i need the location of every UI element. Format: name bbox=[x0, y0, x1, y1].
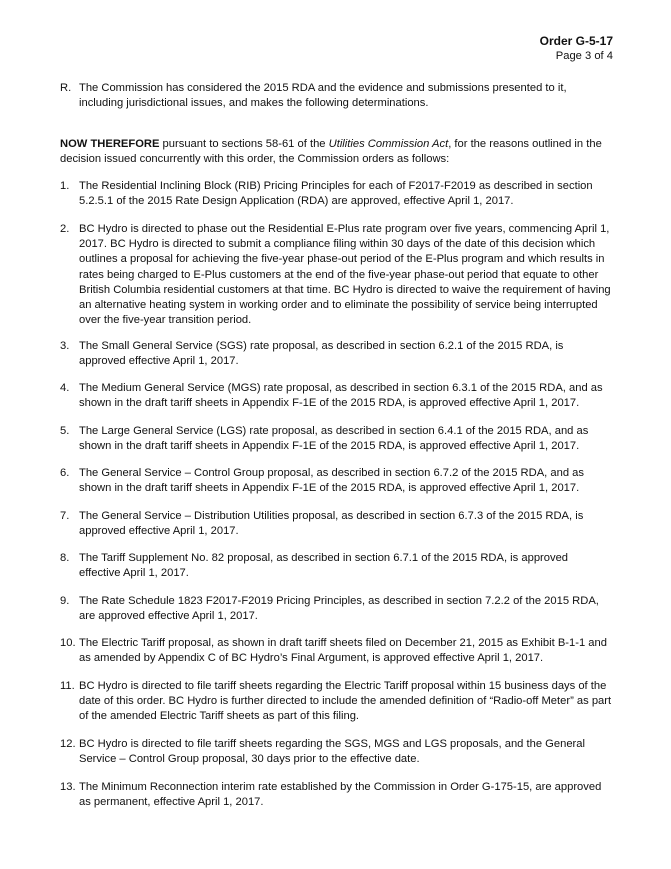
order-item-1 bbox=[60, 179, 612, 209]
order-number-label: 6. bbox=[60, 467, 70, 479]
now-therefore-post: , for the reasons outlined in the decision issued concurrently with this order, the Commission orders as follows: bbox=[60, 138, 602, 166]
recital-text: The Commission has considered the 2015 RDA and the evidence and submissions presented to it, including jurisdictional issues, and makes the following determinations. bbox=[79, 82, 567, 110]
order-number-label: 4. bbox=[60, 382, 70, 394]
order-item-12 bbox=[60, 737, 612, 767]
order-text: The Electric Tariff proposal, as shown in draft tariff sheets filed on December 21, 2015 as Exhibit B-1-1 and as amended by Appendix C of BC Hydro’s Final Argument, is approved effective April 1, 2017. bbox=[79, 637, 607, 665]
order-item-13 bbox=[60, 780, 612, 810]
order-number-label: 5. bbox=[60, 425, 70, 437]
page-number: Page 3 of 4 bbox=[555, 50, 613, 62]
recital-marker: R. bbox=[60, 82, 72, 94]
order-number-label: 3. bbox=[60, 340, 70, 352]
order-number-label: 1. bbox=[60, 180, 70, 192]
order-item-8 bbox=[60, 551, 612, 581]
order-item-3 bbox=[60, 339, 612, 369]
now-therefore-pre: pursuant to sections 58-61 of the bbox=[159, 138, 329, 150]
order-text: The General Service – Control Group proposal, as described in section 6.7.2 of the 2015 RDA, and as shown in the draft tariff sheets in Appendix F-1E of the 2015 RDA, is approved effective April 1, 2017. bbox=[79, 467, 584, 495]
order-text: The Medium General Service (MGS) rate proposal, as described in section 6.3.1 of the 2015 RDA, and as shown in the draft tariff sheets in Appendix F-1E of the 2015 RDA, is approved effective April 1, 2017. bbox=[79, 382, 603, 410]
order-item-9 bbox=[60, 594, 612, 624]
order-item-6 bbox=[60, 466, 612, 496]
order-number-label: 2. bbox=[60, 223, 70, 235]
order-item-4 bbox=[60, 381, 612, 411]
order-text: BC Hydro is directed to phase out the Residential E-Plus rate program over five years, commencing April 1, 2017. BC Hydro is directed to submit a compliance filing within 30 days of the date of this decision which outlines a proposal for achieving the five-year phase-out period of the E-Plus program and which results in rates being charged to E-Plus customers at the end of the five-year phase-out period that equate to other British Columbia residential customers at that time. BC Hydro is directed to waive the requirement of having an alternative heating system in working order and to eliminate the possibility of service being interrupted over the five-year transition period. bbox=[79, 223, 611, 327]
order-number-label: 11. bbox=[60, 680, 75, 692]
order-text: The Rate Schedule 1823 F2017-F2019 Pricing Principles, as described in section 7.2.2 of the 2015 RDA, are approved effective April 1, 2017. bbox=[79, 595, 599, 623]
order-number-label: 10. bbox=[60, 637, 76, 649]
order-text: The Small General Service (SGS) rate proposal, as described in section 6.2.1 of the 2015 RDA, is approved effective April 1, 2017. bbox=[79, 340, 564, 368]
order-text: The Residential Inclining Block (RIB) Pricing Principles for each of F2017-F2019 as described in section 5.2.5.1 of the 2015 Rate Design Application (RDA) are approved, effective April 1, 2017. bbox=[79, 180, 593, 208]
order-number-label: 8. bbox=[60, 552, 70, 564]
order-number-label: 13. bbox=[60, 781, 76, 793]
order-item-7 bbox=[60, 509, 612, 539]
page-header bbox=[540, 34, 613, 64]
order-number-label: 9. bbox=[60, 595, 70, 607]
order-text: The Large General Service (LGS) rate proposal, as described in section 6.4.1 of the 2015 RDA, and as shown in the draft tariff sheets in Appendix F-1E of the 2015 RDA, is approved effective April 1, 2017. bbox=[79, 425, 589, 453]
order-text: The General Service – Distribution Utilities proposal, as described in section 6.7.3 of the 2015 RDA, is approved effective April 1, 2017. bbox=[79, 510, 584, 538]
order-item-11 bbox=[60, 679, 612, 725]
order-number-label: 7. bbox=[60, 510, 70, 522]
recital-r bbox=[60, 81, 612, 111]
act-title: Utilities Commission Act bbox=[328, 138, 449, 150]
order-item-10 bbox=[60, 636, 612, 666]
order-text: BC Hydro is directed to file tariff sheets regarding the SGS, MGS and LGS proposals, and the General Service – Control Group proposal, 30 days prior to the effective date. bbox=[79, 738, 585, 766]
order-text: BC Hydro is directed to file tariff sheets regarding the Electric Tariff proposal within 15 business days of the date of this order. BC Hydro is further directed to include the amended definition of “Radio-off Meter” as part of the amended Electric Tariff sheets as part of this filing. bbox=[79, 680, 612, 723]
order-number-label: 12. bbox=[60, 738, 76, 750]
order-text: The Tariff Supplement No. 82 proposal, as described in section 6.7.1 of the 2015 RDA, is approved effective April 1, 2017. bbox=[79, 552, 569, 580]
order-item-5 bbox=[60, 424, 612, 454]
now-therefore-lead: NOW THEREFORE bbox=[60, 138, 160, 150]
order-text: The Minimum Reconnection interim rate established by the Commission in Order G-175-15, are approved as permanent, effective April 1, 2017. bbox=[79, 781, 602, 809]
order-item-2 bbox=[60, 222, 612, 328]
now-therefore-paragraph bbox=[60, 137, 612, 167]
order-number: Order G-5-17 bbox=[539, 34, 613, 48]
